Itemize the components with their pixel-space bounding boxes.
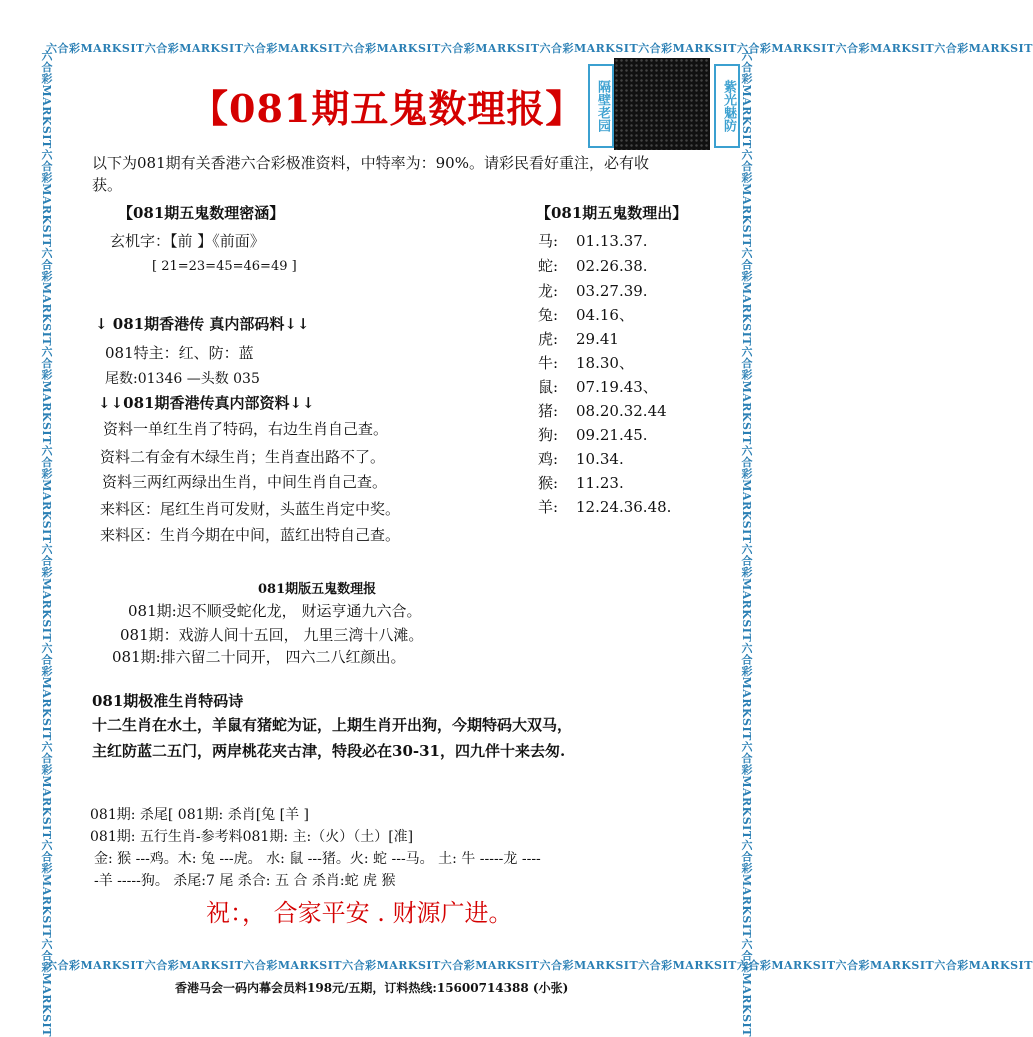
special-poem-line-2: 主红防蓝二五门，两岸桃花夹古津，特段必在30-31，四九伴十来去匆. [92,742,566,760]
insider-heading: ↓ 081期香港传 真内部码料↓↓ [95,315,310,333]
kill-line-2: 081期: 五行生肖-参考料081期: 主:（火）（土）[准] [90,829,414,845]
poem-line-3: 081期:排六留二十同开， 四六二八红颜出。 [112,648,406,666]
data-item-2: 资料二有金有木绿生肖；生肖查出路不了。 [100,448,386,466]
border-top-pattern: 六合彩MARKSIT六合彩MARKSIT六合彩MARKSIT六合彩MARKSIT六合彩MARKSIT六合彩MARKSIT六合彩MARKSIT六合彩MARKSIT六合彩MARKSIT六合彩MARKSIT [46,42,1033,55]
poem-heading: 081期版五鬼数理报 [258,582,377,597]
mystery-word: 玄机字：【前 】《前面》 [110,232,265,250]
zodiac-row: 羊: 12.24.36.48. [538,498,672,516]
border-left-pattern: 六合彩MARKSIT六合彩MARKSIT六合彩MARKSIT六合彩MARKSIT六合彩MARKSIT六合彩MARKSIT六合彩MARKSIT六合彩MARKSIT六合彩MARKSIT六合彩MARKSIT [40,50,53,1037]
blessing-text: 祝：， 合家平安 . 财源广进。 [206,899,513,927]
intro-line-2: 获。 [92,176,123,194]
special-main: 081特主：红、防：蓝 [105,344,254,362]
footer-contact: 香港马会一码内幕会员料198元/五期，订料热线:15600714388 (小张) [175,981,569,995]
zodiac-row: 猴: 11.23. [538,474,624,492]
border-right-pattern: 六合彩MARKSIT六合彩MARKSIT六合彩MARKSIT六合彩MARKSIT六合彩MARKSIT六合彩MARKSIT六合彩MARKSIT六合彩MARKSIT六合彩MARKSIT六合彩MARKSIT [740,50,753,1037]
zodiac-row: 兔: 04.16、 [538,306,634,324]
zodiac-row: 马: 01.13.37. [538,232,648,250]
data-item-5: 来料区：生肖今期在中间，蓝红出特自己查。 [100,526,401,544]
data-item-4: 来料区：尾红生肖可发财，头蓝生肖定中奖。 [100,500,401,518]
zodiac-row: 鼠: 07.19.43、 [538,378,658,396]
zodiac-row: 狗: 09.21.45. [538,426,648,444]
qr-code-icon [614,58,710,150]
poem-line-2: 081期：戏游人间十五回， 九里三湾十八滩。 [120,626,424,644]
formula: [ 21=23=45=46=49 ] [152,259,297,274]
zodiac-row: 虎: 29.41 [538,330,619,348]
kill-line-4: -羊 -----狗。 杀尾:7 尾 杀合: 五 合 杀肖:蛇 虎 猴 [94,873,396,889]
intro-line-1: 以下为081期有关香港六合彩极准资料，中特率为：90%。请彩民看好重注，必有收 [92,154,649,172]
zodiac-row: 龙: 03.27.39. [538,282,648,300]
zodiac-row: 鸡: 10.34. [538,450,624,468]
insider2-heading: ↓↓081期香港传真内部资料↓↓ [98,394,315,412]
border-bottom-pattern: 六合彩MARKSIT六合彩MARKSIT六合彩MARKSIT六合彩MARKSIT六合彩MARKSIT六合彩MARKSIT六合彩MARKSIT六合彩MARKSIT六合彩MARKSIT六合彩MARKSIT [46,959,1033,972]
zodiac-row: 猪: 08.20.32.44 [538,402,667,420]
page-title: 【081期五鬼数理报】 [190,86,585,131]
kill-line-1: 081期: 杀尾[ 081期: 杀肖[兔 [羊 ] [90,807,309,823]
left-heading: 【081期五鬼数理密涵】 [118,204,285,222]
data-item-1: 资料一单红生肖了特码，右边生肖自己查。 [103,420,389,438]
poem-line-1: 081期:迟不顺受蛇化龙， 财运亨通九六合。 [128,602,422,620]
tail-numbers: 尾数:01346 —头数 035 [105,371,260,387]
zodiac-row: 蛇: 02.26.38. [538,257,648,275]
right-heading: 【081期五鬼数理出】 [536,204,688,222]
seal-right-text: 紫光魅防 [714,64,740,148]
zodiac-row: 牛: 18.30、 [538,354,634,372]
data-item-3: 资料三两红两绿出生肖，中间生肖自己查。 [102,473,388,491]
special-poem-line-1: 十二生肖在水土，羊鼠有猪蛇为证，上期生肖开出狗，今期特码大双马， [92,716,573,734]
seal-left-text: 隔壁老园 [588,64,614,148]
kill-line-3: 金: 猴 ---鸡。木: 兔 ---虎。 水: 鼠 ---猪。火: 蛇 ---马。 土: 牛 -----龙 ---- [94,851,541,867]
special-poem-heading: 081期极准生肖特码诗 [92,692,244,710]
seal-stamp [588,58,738,150]
